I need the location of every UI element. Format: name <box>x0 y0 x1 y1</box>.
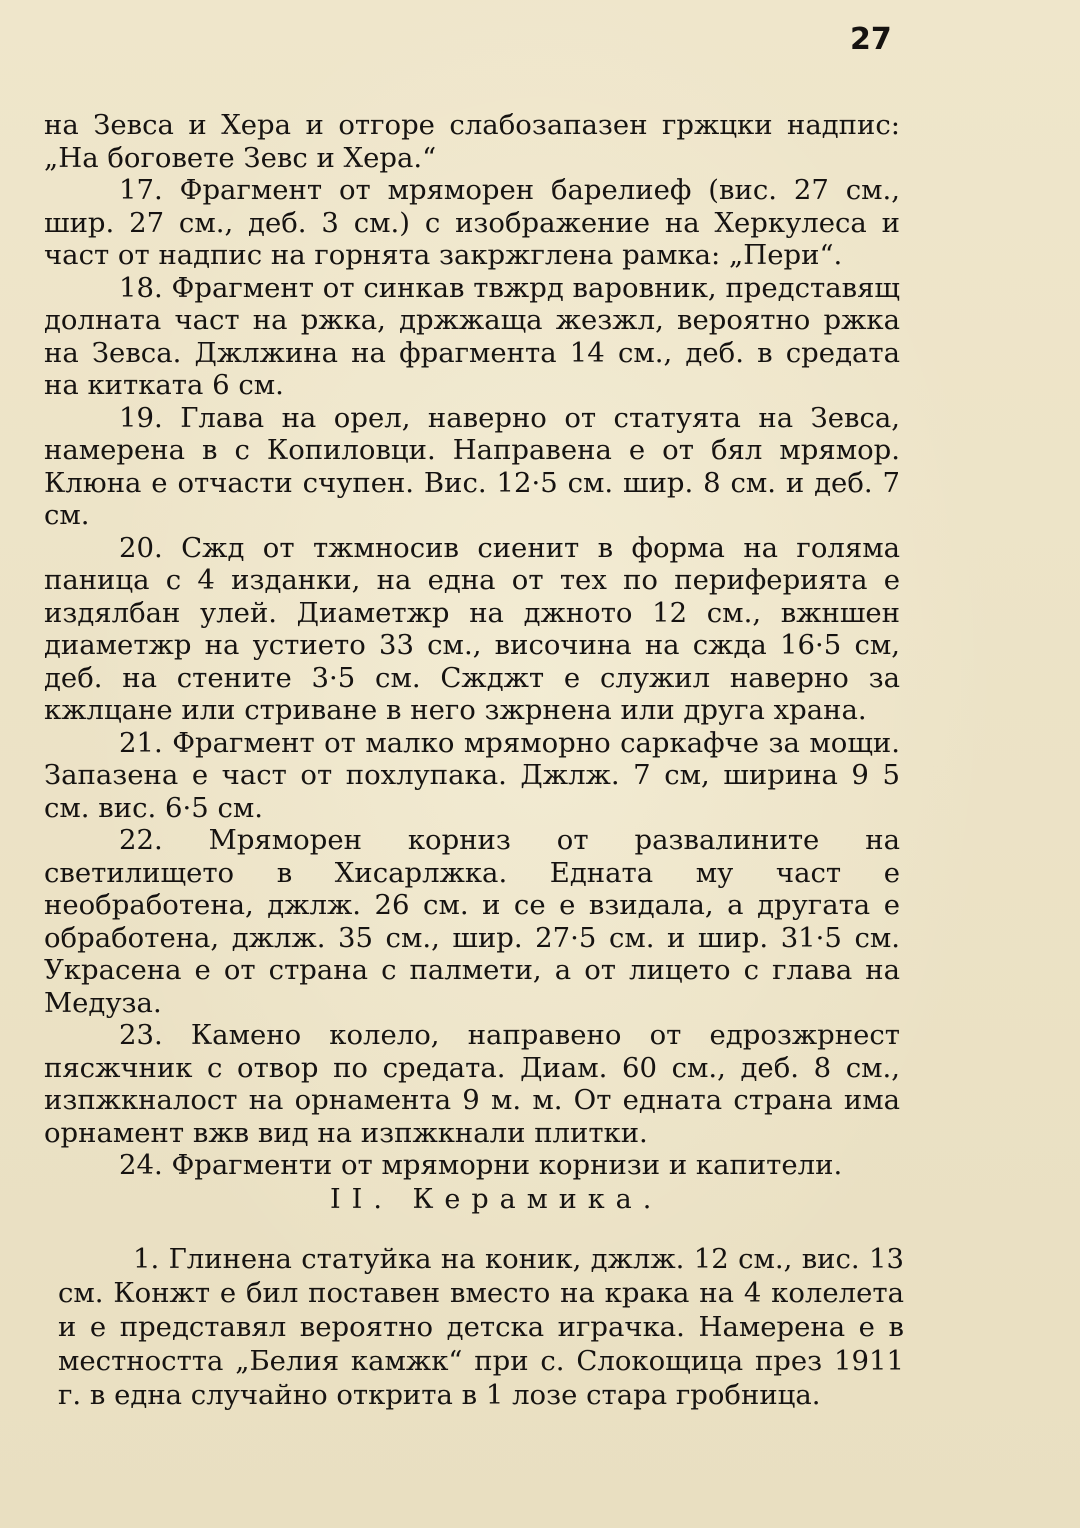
ceramics-text <box>58 1242 904 1412</box>
section-heading: II. Керамика. <box>330 1184 663 1215</box>
catalog-item-19: 19. Глава на орел, наверно от статуята на Зевса, намерена в с Копиловци. Направена е от бял мрямор. Клюна е отчасти счупен. Вис. 12·5 см. шир. 8 см. и деб. 7 см. <box>44 401 900 531</box>
page-number: 27 <box>850 22 892 57</box>
catalog-item-18: 18. Фрагмент от синкав твжрд варовник, представящ долната част на ржка, држжаща жезжл, вероятно ржка на Зевса. Джлжина на фрагмента 14 см., деб. в средата на китката 6 см. <box>44 271 900 401</box>
paragraph-continuation: на Зевса и Хера и отгоре слабозапазен гржцки надпис: „На боговете Зевс и Хера.“ <box>44 109 900 174</box>
catalog-item-20: 20. Сжд от тжмносив сиенит в форма на голяма паница с 4 изданки, на една от тех по периферията е издялбан улей. Диаметжр на джното 12 см., вжншен диаметжр на устието 33 см., височина на сжда 16·5 см, деб. на стените 3·5 см. Сжджт е служил наверно за кжлцане или стриване в него зжрнена или друга храна. <box>44 531 900 726</box>
main-text <box>44 109 900 1182</box>
catalog-item-17: 17. Фрагмент от мряморен барелиеф (вис. 27 см., шир. 27 см., деб. 3 см.) с изображение на Херкулеса и част от надпис на горнята закржглена рамка: „Пери“. <box>44 174 900 271</box>
catalog-item-24: 24. Фрагменти от мряморни корнизи и капители. <box>119 1149 843 1181</box>
catalog-item-22: 22. Мряморен корниз от развалините на светилището в Хисарлжка. Едната му част е необработена, джлж. 26 см. и се е взидала, а другата е обработена, джлж. 35 см., шир. 27·5 см. и шир. 31·5 см. Украсена е от страна с палмети, а от лицето с глава на Медуза. <box>44 824 900 1019</box>
catalog-item-21: 21. Фрагмент от малко мряморно саркафче за мощи. Запазена е част от похлупака. Джлж. 7 см, ширина 9 5 см. вис. 6·5 см. <box>44 726 900 824</box>
catalog-item-23: 23. Камено колело, направено от едрозжрнест пясжчник с отвор по средата. Диам. 60 см., деб. 8 см., изпжкналост на орнамента 9 м. м. От едната страна има орнамент вжв вид на изпжкнали плитки. <box>44 1019 900 1149</box>
ceramics-item-1: 1. Глинена статуйка на коник, джлж. 12 см., вис. 13 см. Конжт е бил поставен вместо на крака на 4 колелета и е представял вероятно детска играчка. Намерена е в местността „Белия камжк“ при с. Слокощица през 1911 г. в една случайно открита в 1 лозе стара гробница. <box>58 1243 904 1411</box>
